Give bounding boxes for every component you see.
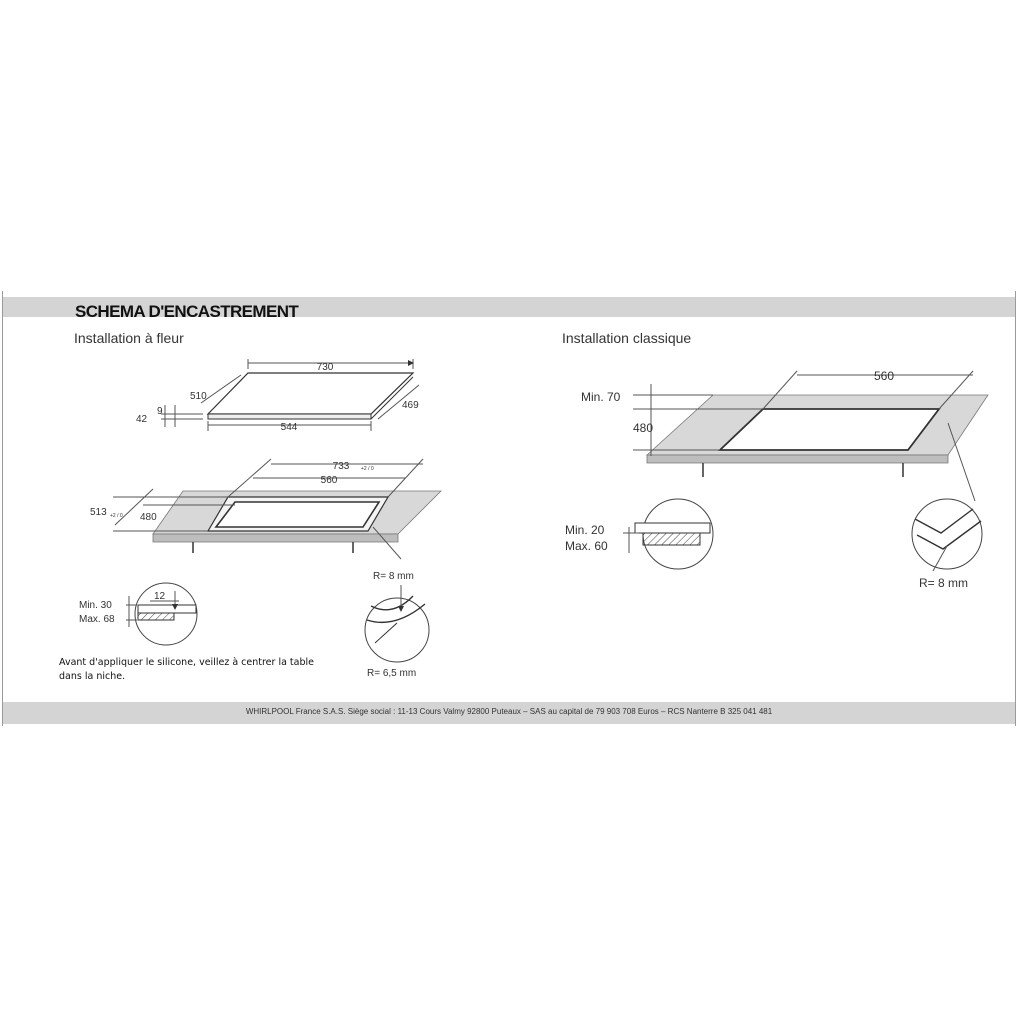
tolerance-b: +2 / 0 (110, 513, 123, 519)
footer-bar (3, 702, 1015, 724)
width-label: 560 (873, 369, 895, 383)
tolerance-a: +2 / 0 (361, 466, 374, 472)
dim-depth-inner: 480 (140, 512, 157, 523)
dim-width-bottom: 544 (280, 422, 298, 433)
min-label-right: Min. 20 (565, 523, 605, 537)
page-title: SCHEMA D'ENCASTREMENT (75, 302, 299, 321)
dim-depth-left: 510 (190, 391, 207, 402)
installation-note: Avant d'appliquer le silicone, veillez à centrer la table dans la niche. (59, 657, 314, 682)
radius-label-right: R= 8 mm (919, 576, 969, 590)
installation-sheet (2, 291, 1016, 726)
footer-legal-text: WHIRLPOOL France S.A.S. Siège social : 11-13 Cours Valmy 92800 Puteaux – SAS au capital de 79 903 708 Euros – RCS Nanterre B 325 041 481 (245, 707, 773, 716)
radius-label-b: R= 6,5 mm (367, 668, 417, 679)
classic-detail-circle-radius (912, 499, 982, 571)
flush-detail-circle-radius (365, 585, 429, 662)
max-label-left: Max. 68 (79, 614, 115, 625)
step-label: 12 (154, 591, 166, 602)
installation-drawing (3, 291, 1015, 701)
classic-install-title: Installation classique (562, 330, 692, 346)
min-depth-label: Min. 70 (581, 390, 621, 404)
dim-depth-outer: 513 (90, 507, 107, 518)
dim-width-top: 730 (316, 362, 334, 373)
max-label-right: Max. 60 (565, 539, 608, 553)
dim-cut-outer: 733 (332, 461, 350, 472)
dim-thickness-a: 9 (157, 406, 163, 417)
dim-depth-right: 469 (402, 400, 419, 411)
dim-cut-inner: 560 (320, 475, 338, 486)
classic-detail-circle-edge (623, 499, 713, 569)
flush-countertop-drawing (113, 459, 441, 559)
flush-install-title: Installation à fleur (74, 330, 184, 346)
dim-thickness-b: 42 (136, 414, 148, 425)
depth-label: 480 (633, 421, 654, 435)
min-label-left: Min. 30 (79, 600, 112, 611)
classic-countertop-drawing (633, 371, 988, 501)
radius-label-a: R= 8 mm (373, 571, 414, 582)
